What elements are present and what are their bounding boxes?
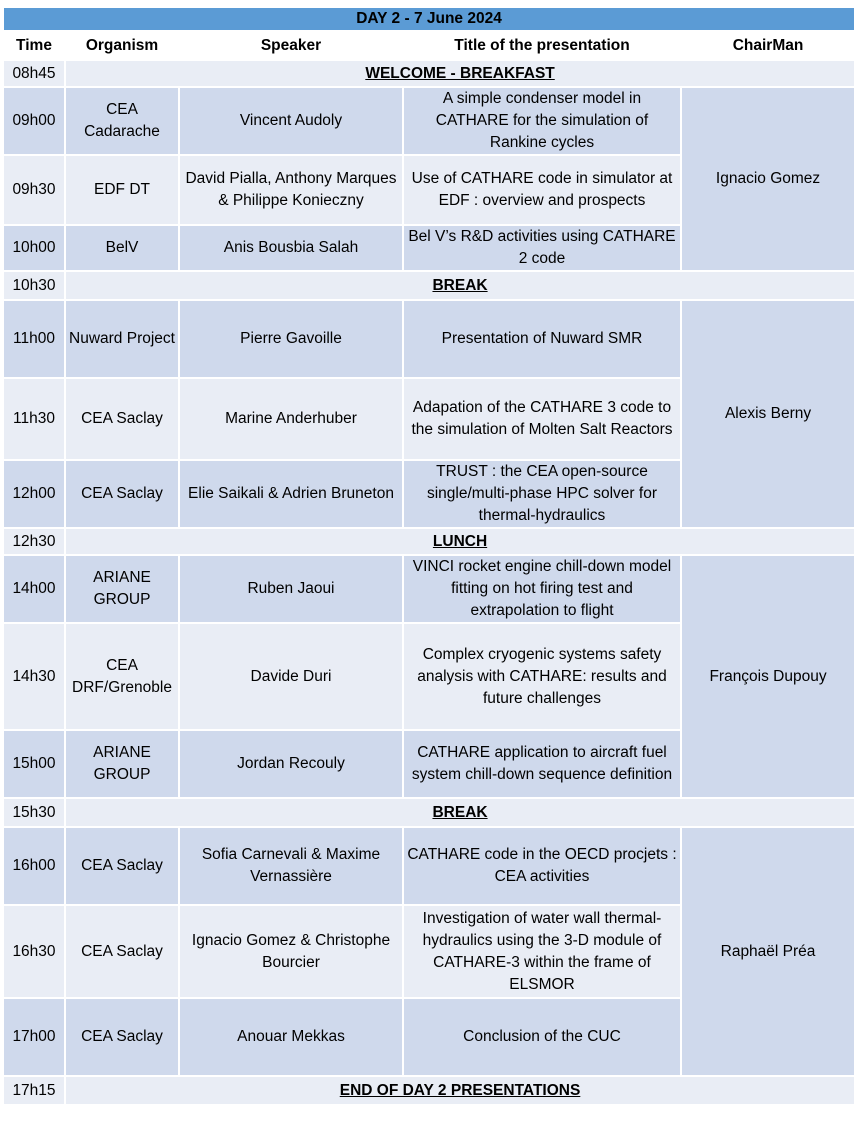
table-row — [3, 827, 855, 905]
agenda-table — [2, 6, 856, 1106]
presentation-title-cell: VINCI rocket engine chill-down model fitting on hot firing test and extrapolation to flight — [403, 555, 681, 623]
time-cell: 09h30 — [3, 155, 65, 225]
header-chairman: ChairMan — [681, 31, 855, 60]
organism-cell: CEA Saclay — [65, 827, 179, 905]
organism-cell: ARIANE GROUP — [65, 555, 179, 623]
presentation-title-cell: Use of CATHARE code in simulator at EDF : overview and prospects — [403, 155, 681, 225]
chairman-cell: François Dupouy — [681, 555, 855, 798]
time-cell: 14h30 — [3, 623, 65, 730]
time-cell: 12h30 — [3, 528, 65, 555]
session-label: WELCOME - BREAKFAST — [65, 60, 855, 87]
chairman-cell: Ignacio Gomez — [681, 87, 855, 271]
chairman-cell: Alexis Berny — [681, 300, 855, 528]
presentation-title-cell: Bel V’s R&D activities using CATHARE 2 code — [403, 225, 681, 271]
table-row — [3, 87, 855, 155]
organism-cell: CEA Saclay — [65, 460, 179, 528]
time-cell: 08h45 — [3, 60, 65, 87]
header-speaker: Speaker — [179, 31, 403, 60]
header-organism: Organism — [65, 31, 179, 60]
organism-cell: EDF DT — [65, 155, 179, 225]
speaker-cell: Marine Anderhuber — [179, 378, 403, 460]
organism-cell: CEA Saclay — [65, 378, 179, 460]
time-cell: 17h00 — [3, 998, 65, 1076]
speaker-cell: Elie Saikali & Adrien Bruneton — [179, 460, 403, 528]
time-cell: 10h00 — [3, 225, 65, 271]
organism-cell: Nuward Project — [65, 300, 179, 378]
speaker-cell: Vincent Audoly — [179, 87, 403, 155]
time-cell: 11h30 — [3, 378, 65, 460]
presentation-title-cell: Presentation of Nuward SMR — [403, 300, 681, 378]
presentation-title-cell: Investigation of water wall thermal-hydraulics using the 3-D module of CATHARE-3 within the frame of ELSMOR — [403, 905, 681, 998]
presentation-title-cell: CATHARE application to aircraft fuel system chill-down sequence definition — [403, 730, 681, 798]
time-cell: 16h00 — [3, 827, 65, 905]
session-label: LUNCH — [65, 528, 855, 555]
header-time: Time — [3, 31, 65, 60]
special-row — [3, 60, 855, 87]
special-row — [3, 798, 855, 827]
chairman-cell: Raphaël Préa — [681, 827, 855, 1076]
day-title: DAY 2 - 7 June 2024 — [3, 7, 855, 31]
presentation-title-cell: CATHARE code in the OECD procjets : CEA activities — [403, 827, 681, 905]
speaker-cell: Pierre Gavoille — [179, 300, 403, 378]
speaker-cell: David Pialla, Anthony Marques & Philippe Konieczny — [179, 155, 403, 225]
organism-cell: CEA DRF/Grenoble — [65, 623, 179, 730]
speaker-cell: Sofia Carnevali & Maxime Vernassière — [179, 827, 403, 905]
time-cell: 15h30 — [3, 798, 65, 827]
time-cell: 15h00 — [3, 730, 65, 798]
speaker-cell: Ruben Jaoui — [179, 555, 403, 623]
speaker-cell: Anouar Mekkas — [179, 998, 403, 1076]
table-row — [3, 555, 855, 623]
header-title: Title of the presentation — [403, 31, 681, 60]
time-cell: 11h00 — [3, 300, 65, 378]
organism-cell: CEA Saclay — [65, 998, 179, 1076]
presentation-title-cell: Complex cryogenic systems safety analysis with CATHARE: results and future challenges — [403, 623, 681, 730]
presentation-title-cell: Adapation of the CATHARE 3 code to the simulation of Molten Salt Reactors — [403, 378, 681, 460]
special-row — [3, 528, 855, 555]
speaker-cell: Ignacio Gomez & Christophe Bourcier — [179, 905, 403, 998]
table-row — [3, 300, 855, 378]
presentation-title-cell: TRUST : the CEA open-source single/multi-phase HPC solver for thermal-hydraulics — [403, 460, 681, 528]
session-label: END OF DAY 2 PRESENTATIONS — [65, 1076, 855, 1105]
special-row — [3, 1076, 855, 1105]
organism-cell: ARIANE GROUP — [65, 730, 179, 798]
session-label: BREAK — [65, 271, 855, 300]
time-cell: 17h15 — [3, 1076, 65, 1105]
time-cell: 10h30 — [3, 271, 65, 300]
special-row — [3, 271, 855, 300]
organism-cell: CEA Saclay — [65, 905, 179, 998]
speaker-cell: Anis Bousbia Salah — [179, 225, 403, 271]
time-cell: 12h00 — [3, 460, 65, 528]
time-cell: 16h30 — [3, 905, 65, 998]
speaker-cell: Davide Duri — [179, 623, 403, 730]
session-label: BREAK — [65, 798, 855, 827]
time-cell: 09h00 — [3, 87, 65, 155]
organism-cell: BelV — [65, 225, 179, 271]
presentation-title-cell: Conclusion of the CUC — [403, 998, 681, 1076]
organism-cell: CEA Cadarache — [65, 87, 179, 155]
speaker-cell: Jordan Recouly — [179, 730, 403, 798]
time-cell: 14h00 — [3, 555, 65, 623]
presentation-title-cell: A simple condenser model in CATHARE for the simulation of Rankine cycles — [403, 87, 681, 155]
